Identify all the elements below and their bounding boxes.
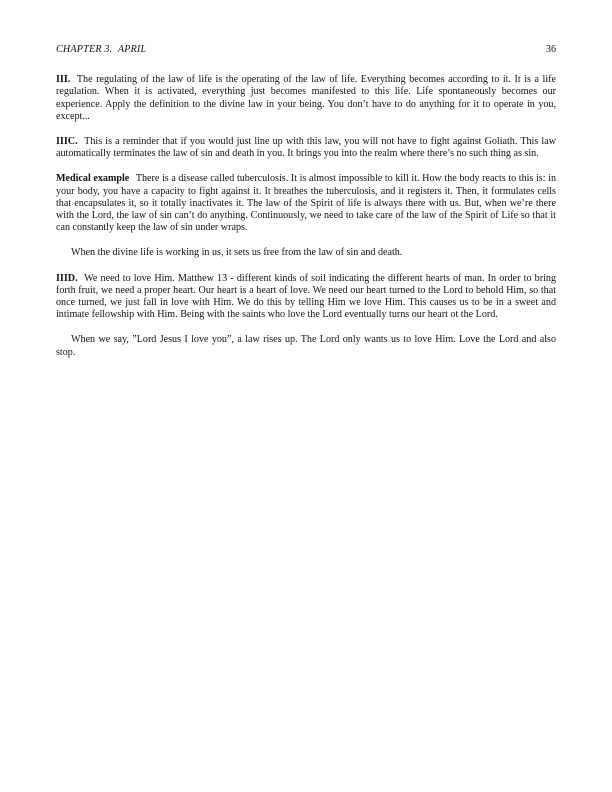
- paragraph-iiid-text: We need to love Him. Matthew 13 - different kinds of soil indicating the different hearts of man. In order to bring forth fruit, we need a proper heart. Our heart is a heart of love. We need our heart turned to the Lord to behold Him, so that once turned, we just fall in love with Him. We do this by telling Him we love Him. This causes us to be in a sweet and intimate fellowship with Him. Being with the saints who love the Lord eventually turns our heart ot the Lord.: [56, 272, 556, 321]
- paragraph-medical-example-text: There is a disease called tuberculosis. It is almost impossible to kill it. How the body reacts to this is: in your body, you have a capacity to fight against it. It breathes the tuberculosis, and it registers it. Then, it formulates cells that encapsulates it, so it totally inactivates it. The law of the Spirit of life is always there with us. But, when we’re there with the Lord, the law of sin can’t do anything. Continuously, we need to take care of the law of the Spirit of Life so that it can constantly keep the law of sin under wraps.: [56, 173, 556, 234]
- paragraph-divine-life: [56, 247, 556, 259]
- page-header: [56, 44, 556, 56]
- paragraph-lord-jesus-text: When we say, ”Lord Jesus I love you”, a law rises up. The Lord only wants us to love Him. Love the Lord and also stop.: [56, 334, 556, 358]
- running-head-chapter: CHAPTER 3. APRIL: [56, 44, 147, 55]
- paragraph-iii-heading: III.: [56, 74, 71, 86]
- paragraph-iiid: [56, 273, 556, 322]
- paragraph-iiic-heading: IIIC.: [56, 136, 78, 148]
- paragraph-iiid-heading: IIID.: [56, 272, 78, 284]
- page-number: 36: [545, 44, 556, 55]
- paragraph-medical-example: [56, 173, 556, 234]
- paragraph-iiic: [56, 136, 556, 160]
- paragraph-iii-text: The regulating of the law of life is the operating of the law of life. Everything becomes according to it. It is a life regulation. When it is activated, everything just becomes manifested to this life. Life spontaneously becomes our experience. Apply the definition to the divine law in your being. You don’t have to do anything for it to operate in you, except...: [56, 74, 556, 122]
- paragraph-iii: [56, 74, 556, 123]
- paragraph-lord-jesus: [56, 334, 556, 358]
- paragraph-medical-example-heading: Medical example: [56, 173, 130, 185]
- paragraph-divine-life-text: When the divine life is working in us, it sets us free from the law of sin and death.: [71, 247, 403, 259]
- paragraph-iiic-text: This is a reminder that if you would just line up with this law, you will not have to fight against Goliath. This law automatically terminates the law of sin and death in you. It brings you into the realm where there’s no such thing as sin.: [56, 136, 556, 160]
